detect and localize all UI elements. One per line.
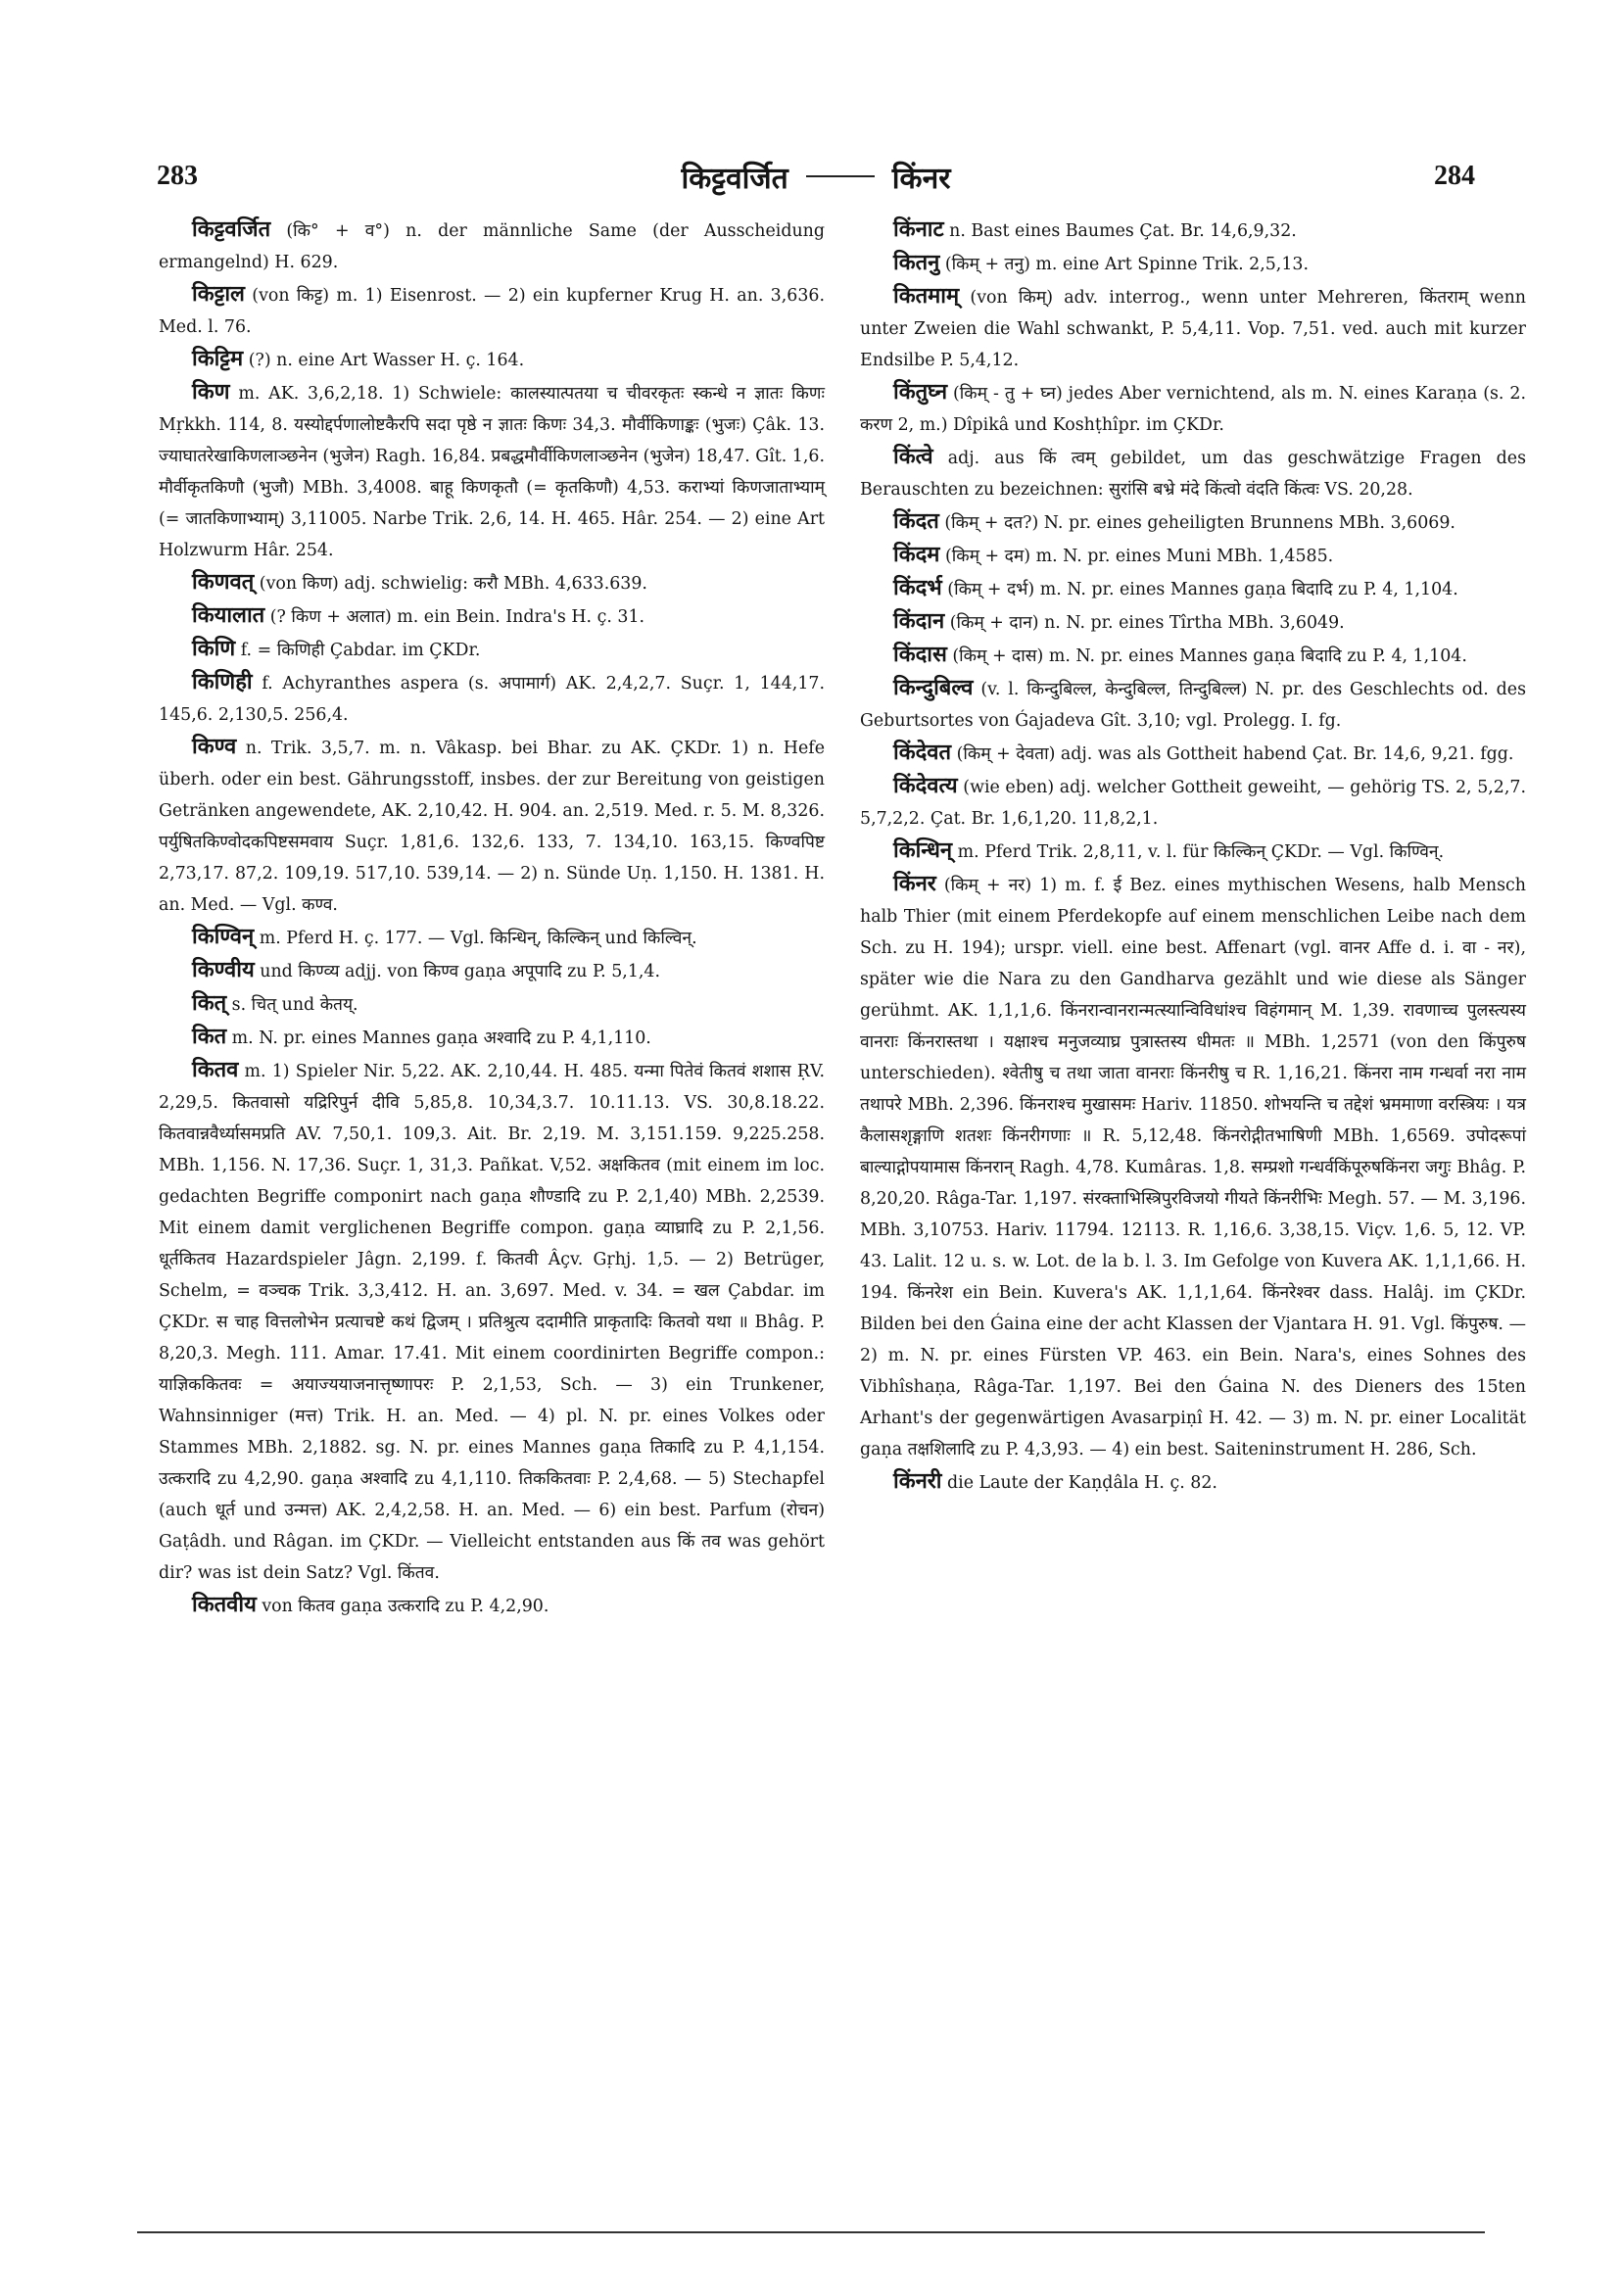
entry-headword: किण: [192, 379, 230, 405]
entry-text: (किम् + दान) n. N. pr. eines Tîrtha MBh. 3,6049.: [944, 613, 1345, 633]
entry-headword: किंदत: [893, 508, 939, 534]
bottom-rule: [137, 2231, 1485, 2233]
dictionary-entry: [860, 376, 1526, 441]
entry-text: von कितव gaṇa उत्करादि zu P. 4,2,90.: [256, 1597, 549, 1616]
entry-text: (कि° + व°) n. der männliche Same (der Ausscheidung ermangelnd) H. 629.: [159, 221, 825, 272]
entry-headword: किंदान: [893, 608, 945, 634]
entry-headword: किण्वीय: [192, 957, 255, 982]
dictionary-entry: [860, 441, 1526, 505]
entry-text: n. Trik. 3,5,7. m. n. Vâkasp. bei Bhar. zu AK. ÇKDr. 1) n. Hefe überh. oder ein best. Gährungsstoff, insbes. der zur Bereitung von geistigen Getränken angewendete, AK. 2,10,42. H. 904. an. 2,519. Med. r. 5. M. 8,326. पर्युषितकिण्वोदकपिष्टसमवाय Suçr. 1,81,6. 132,6. 133, 7. 134,10. 163,15. किण्वपिष्ट 2,73,17. 87,2. 109,19. 517,10. 539,14. — 2) n. Sünde Uṇ. 1,150. H. 1381. H. an. Med. — Vgl. कण्व.: [159, 739, 825, 915]
entry-text: (किम् - तु + घ्न) jedes Aber vernichtend, als m. N. eines Karaṇa (s. 2. करण 2, m.) Dîpikâ und Koshṭhîpr. im ÇKDr.: [860, 384, 1526, 435]
entry-headword: किट्टाल: [192, 281, 245, 307]
dictionary-entry: [159, 566, 825, 599]
dictionary-entry: [159, 1021, 825, 1054]
entry-headword: किंदास: [893, 642, 947, 667]
dictionary-entry: [159, 599, 825, 633]
entry-text: f. = किणिही Çabdar. im ÇKDr.: [235, 641, 481, 660]
entry-text: (किम् + दत?) N. pr. eines geheiligten Brunnens MBh. 3,6069.: [938, 513, 1455, 533]
dictionary-entry: [860, 605, 1526, 639]
dictionary-entry: [860, 280, 1526, 376]
entry-headword: किंतुघ्न: [893, 379, 948, 405]
left-column: [159, 214, 825, 1622]
entry-headword: किट्टवर्जित: [192, 216, 271, 242]
dictionary-entry: [159, 666, 825, 731]
dictionary-entry: [860, 770, 1526, 835]
entry-text: (v. l. किन्दुबिल्ल, केन्दुबिल्ल, तिन्दुबिल्ल) N. pr. des Geschlechts od. des Geburtsortes von Ǵajadeva Gît. 3,10; vgl. Prolegg. I. fg.: [860, 680, 1526, 731]
dictionary-entry: [860, 214, 1526, 247]
entry-text: (किम् + दास) m. N. pr. eines Mannes gaṇa बिदादि zu P. 4, 1,104.: [946, 646, 1467, 666]
entry-text: (von किण) adj. schwielig: करौ MBh. 4,633.639.: [254, 574, 647, 594]
dictionary-entry: [159, 1054, 825, 1589]
entry-headword: कित्: [192, 990, 227, 1016]
entry-headword: किन्दुबिल्व: [893, 675, 974, 700]
entry-headword: किट्टिम: [192, 346, 244, 371]
entry-text: (?) n. eine Art Wasser H. ç. 164.: [243, 351, 525, 370]
entry-text: (किम् + दर्भ) m. N. pr. eines Mannes gaṇa बिदादि zu P. 4, 1,104.: [941, 580, 1458, 599]
dictionary-entry: [860, 672, 1526, 737]
dictionary-entry: [860, 572, 1526, 605]
dictionary-entry: [159, 278, 825, 343]
dictionary-entry: [159, 921, 825, 954]
entry-headword: किणि: [192, 636, 236, 661]
entry-text: (किम् + नर) 1) m. f. ई Bez. eines mythischen Wesens, halb Mensch halb Thier (mit einem Pferdekopfe auf einem menschlichen Leibe nach dem Sch. zu H. 194); urspr. viell. eine best. Affenart (vgl. वानर Affe d. i. वा - नर), später wie die Nara zu den Gandharva gezählt und wie diese als Sänger gerühmt. AK. 1,1,1,6. किंनरान्वानरान्मत्स्यान्विविधांश्च विहंगमान् M. 1,39. रावणाच्च पुलस्त्यस्य वानराः किंनरास्तथा । यक्षाश्च मनुजव्याघ्र पुत्रास्तस्य धीमतः ॥ MBh. 1,2571 (von den किंपुरुष unterschieden). श्वेतीषु च तथा जाता वानराः किंनरीषु च R. 1,16,21. किंनरा नाम गन्धर्वा नरा नाम तथापरे MBh. 2,396. किंनराश्च मुखासमः Hariv. 11850. शोभयन्ति च तद्देशं भ्रममाणा वरस्त्रियः । यत्र कैलासश‍ृङ्गाणि शतशः किंनरीगणाः ॥ R. 5,12,48. किंनरोद्गीतभाषिणी MBh. 1,6569. उपोदरूपां बाल्याद्गोपयामास किंनरान् Ragh. 4,78. Kumâras. 1,8. सम्प्रशो गन्धर्वकिंपूरुषकिंनरा जगुः Bhâg. P. 8,20,20. Râga-Tar. 1,197. संरक्ताभिस्त्रिपुरविजयो गीयते किंनरीभिः Megh. 57. — M. 3,196. MBh. 3,10753. Hariv. 11794. 12113. R. 1,16,6. 3,38,15. Viçv. 1,6. 5, 12. VP. 43. Lalit. 12 u. s. w. Lot. de la b. l. 3. Im Gefolge von Kuvera AK. 1,1,1,66. H. 194. किंनरेश ein Bein. Kuvera's AK. 1,1,1,64. किंनरेश्वर dass. Halâj. im ÇKDr. Bilden bei den Ǵaina eine der acht Klassen der Vjantara H. 91. Vgl. किंपुरुष. — 2) m. N. pr. eines Fürsten VP. 463. ein Bein. Nara's, eines Sohnes des Vibhîshaṇa, Râga-Tar. 1,197. Bei den Ǵaina N. des Dieners des 15ten Arhant's der gegenwärtigen Avasarpiṇî H. 42. — 3) m. N. pr. einer Localität gaṇa तक्षशिलादि zu P. 4,3,93. — 4) ein best. Saiteninstrument H. 286, Sch.: [860, 876, 1526, 1459]
entry-text: (von किम्) adv. interrog., wenn unter Mehreren, किंतराम् wenn unter Zweien die Wahl schwankt, P. 5,4,11. Vop. 7,51. ved. auch mit kurzer Endsilbe P. 5,4,12.: [860, 288, 1526, 370]
dictionary-entry: [860, 835, 1526, 868]
entry-headword: कितमाम्: [893, 283, 960, 309]
right-column: [860, 214, 1526, 1499]
entry-text: (किम् + देवता) adj. was als Gottheit habend Çat. Br. 14,6, 9,21. fgg.: [951, 744, 1514, 764]
entry-text: (किम् + दम) m. N. pr. eines Muni MBh. 1,4585.: [939, 547, 1334, 566]
entry-headword: किंदेवत्य: [893, 773, 958, 798]
dictionary-entry: [860, 737, 1526, 770]
entry-headword: कितवीय: [192, 1592, 257, 1617]
entry-text: m. N. pr. eines Mannes gaṇa अश्वादि zu P. 4,1,110.: [226, 1028, 651, 1048]
entry-headword: किंनाट: [893, 216, 944, 242]
entry-text: s. चित् und केतय्.: [226, 995, 358, 1015]
entry-headword: कित: [192, 1024, 227, 1049]
dictionary-entry: [159, 633, 825, 666]
entry-headword: किंदेवत: [893, 740, 952, 765]
entry-headword: किंनर: [893, 871, 936, 896]
entry-text: m. AK. 3,6,2,18. 1) Schwiele: कालस्यात्पतया च चीवरकृतः स्कन्धे न ज्ञातः किणः Mṛkkh. 114, 8. यस्योद्दर्पणालोष्टकैरपि सदा पृष्ठे न ज्ञातः किणः 34,3. मौर्वीकिणाङ्कः (भुजः) Çâk. 13. ज्याघातरेखाकिणलाञ्छनेन (भुजेन) Ragh. 16,84. प्रबद्धमौर्वीकिणलाञ्छनेन (भुजेन) 18,47. Gît. 1,6. मौर्वीकृतकिणौ (भुजौ) MBh. 3,4008. बाहू किणकृतौ (= कृतकिणौ) 4,53. कराभ्यां किणजाताभ्याम् (= जातकिणाभ्याम्) 3,11005. Narbe Trik. 2,6, 14. H. 465. Hâr. 254. — 2) eine Art Holzwurm Hâr. 254.: [159, 384, 825, 560]
entry-headword: किंनरी: [893, 1468, 942, 1494]
entry-text: adj. aus किं त्वम् gebildet, um das geschwätzige Fragen des Berauschten zu bezeichnen: सुरांसि बभ्रे मंदे किंत्वो वंदति किंत्वः VS. 20,28.: [860, 449, 1526, 500]
entry-headword: कितव: [192, 1057, 239, 1082]
running-title: [681, 157, 950, 197]
page-number-left: 283: [157, 161, 198, 191]
dictionary-entry: [159, 987, 825, 1021]
entry-headword: कियालात: [192, 602, 265, 628]
entry-text: (? किण + अलात) m. ein Bein. Indra's H. ç. 31.: [264, 607, 645, 627]
dictionary-entry: [159, 954, 825, 987]
title-dash: [806, 175, 875, 177]
entry-text: und किण्व्य adjj. von किण्व gaṇa अपूपादि zu P. 5,1,4.: [254, 962, 660, 981]
entry-headword: किंदर्भ: [893, 575, 942, 600]
dictionary-entry: [159, 376, 825, 566]
entry-text: m. 1) Spieler Nir. 5,22. AK. 2,10,44. H. 485. यन्मा पितेवं कितवं शशास ṚV. 2,29,5. कितवासो यद्रिरिपुर्न दीवि 5,85,8. 10,34,3.7. 10.11.13. VS. 30,8.18.22. कितवान्नवैर्ध्यासमप्रति AV. 7,50,1. 109,3. Ait. Br. 2,19. M. 3,151.159. 9,225.258. MBh. 1,156. N. 17,36. Suçr. 1, 31,3. Pañkat. V,52. अक्षकितव (mit einem im loc. gedachten Begriffe componirt nach gaṇa शौण्डादि zu P. 2,1,40) MBh. 2,2539. Mit einem damit verglichenen Begriffe compon. gaṇa व्याघ्रादि zu P. 2,1,56. धूर्तकितव Hazardspieler Jâgn. 2,199. f. कितवी Âçv. Gṛhj. 1,5. — 2) Betrüger, Schelm, = वञ्चक Trik. 3,3,412. H. an. 3,697. Med. v. 34. = खल Çabdar. im ÇKDr. स चाह वित्तलोभेन प्रत्याचष्टे कथं द्विजम् । प्रतिश्रुत्य ददामीति प्राकृतादिः कितवो यथा ॥ Bhâg. P. 8,20,3. Megh. 111. Amar. 17.41. Mit einem coordinirten Begriffe compon.: याज्ञिककितवः = अयाज्ययाजनात्तृष्णापरः P. 2,1,53, Sch. — 3) ein Trunkener, Wahnsinniger (मत्त) Trik. H. an. Med. — 4) pl. N. pr. eines Volkes oder Stammes MBh. 2,1882. sg. N. pr. eines Mannes gaṇa तिकादि zu P. 4,1,154. उत्करादि zu 4,2,90. gaṇa अश्वादि zu 4,1,110. तिककितवाः P. 2,4,68. — 5) Stechapfel (auch धूर्त und उन्मत्त) AK. 2,4,2,58. H. an. Med. — 6) ein best. Parfum (रोचन) Gaṭâdh. und Râgan. im ÇKDr. — Vielleicht entstanden aus किं तव was gehört dir? was ist dein Satz? Vgl. किंतव.: [159, 1062, 825, 1583]
dictionary-entry: [860, 247, 1526, 280]
dictionary-entry: [860, 1465, 1526, 1499]
entry-headword: किंदम: [893, 542, 940, 567]
entry-text: f. Achyranthes aspera (s. अपामार्ग) AK. 2,4,2,7. Suçr. 1, 144,17. 145,6. 2,130,5. 256,4.: [159, 674, 825, 725]
entry-text: m. Pferd Trik. 2,8,11, v. l. für किल्किन् ÇKDr. — Vgl. किण्विन्.: [952, 842, 1445, 862]
dictionary-entry: [860, 868, 1526, 1465]
running-title-right: किंनर: [891, 161, 951, 196]
dictionary-entry: [159, 214, 825, 278]
entry-text: die Laute der Kaṇḍâla H. ç. 82.: [941, 1473, 1217, 1493]
dictionary-entry: [860, 639, 1526, 672]
entry-text: (von किट्ट) m. 1) Eisenrost. — 2) ein kupferner Krug H. an. 3,636. Med. l. 76.: [159, 286, 825, 337]
entry-text: n. Bast eines Baumes Çat. Br. 14,6,9,32.: [943, 221, 1297, 241]
entry-headword: किण्विन्: [192, 924, 255, 949]
dictionary-entry: [159, 731, 825, 921]
entry-text: m. Pferd H. ç. 177. — Vgl. किन्धिन्, किल्किन् und किल्विन्.: [254, 929, 697, 948]
entry-headword: किणिही: [192, 669, 253, 694]
dictionary-entry: [860, 505, 1526, 539]
entry-headword: किंत्वे: [893, 444, 933, 469]
entry-text: (wie eben) adj. welcher Gottheit geweiht, — gehörig TS. 2, 5,2,7. 5,7,2,2. Çat. Br. 1,6,1,20. 11,8,2,1.: [860, 778, 1526, 829]
entry-text: (किम् + तनु) m. eine Art Spinne Trik. 2,5,13.: [939, 255, 1309, 274]
dictionary-entry: [159, 1589, 825, 1622]
running-title-left: किट्टवर्जित: [681, 161, 788, 196]
entry-headword: किणवत्: [192, 569, 255, 595]
entry-headword: किण्व: [192, 734, 237, 759]
page-number-right: 284: [1434, 161, 1475, 191]
entry-headword: कितनु: [893, 250, 940, 275]
dictionary-entry: [159, 343, 825, 376]
dictionary-entry: [860, 539, 1526, 572]
page-header: [157, 152, 1475, 201]
entry-headword: किन्धिन्: [893, 837, 953, 863]
